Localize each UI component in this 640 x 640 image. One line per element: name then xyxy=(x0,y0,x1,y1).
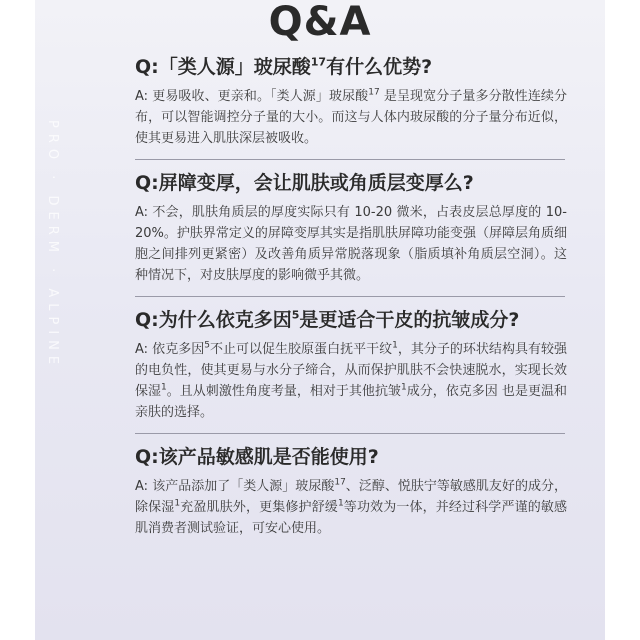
answer-text: A: 该产品添加了「类人源」玻尿酸 xyxy=(135,479,335,494)
question-text: Q:该产品敏感肌是否能使用? xyxy=(135,446,379,468)
answer-text: 充盈肌肤外，更集修护舒缓 xyxy=(180,500,338,515)
faq-question xyxy=(135,444,567,470)
answer-text: A: 更易吸收、更亲和。「类人源」玻尿酸 xyxy=(135,89,369,104)
faq-item xyxy=(135,54,567,149)
faq-item xyxy=(135,170,567,286)
footnote-marker: 1 xyxy=(400,382,407,393)
footnote-marker: 5 xyxy=(204,340,210,351)
answer-text: A: 依克多因 xyxy=(135,342,205,357)
faq-answer xyxy=(135,202,567,286)
answer-text: ，其分子的环状结构具有较强的电负性，使其更易与水分子缔合，从而保护肌肤不会快速脱水，实现长效保湿 xyxy=(135,342,567,399)
question-text: Q:为什么依克多因 xyxy=(135,309,292,331)
footnote-marker: 5 xyxy=(291,308,300,322)
faq-list xyxy=(135,54,567,539)
footnote-marker: 17 xyxy=(334,477,346,488)
question-text: 有什么优势? xyxy=(326,56,433,78)
answer-text: 。且从刺激性角度考量，相对于其他抗皱 xyxy=(166,384,401,399)
answer-text: 不止可以促生胶原蛋白抚平干纹 xyxy=(209,342,393,357)
faq-question xyxy=(135,307,567,333)
answer-text: 等功效为一体，并经过科学严谨的敏感肌消费者测试验证，可安心使用。 xyxy=(135,500,567,536)
footnote-marker: 1 xyxy=(392,340,398,351)
faq-answer xyxy=(135,339,567,423)
page-title: Q&A xyxy=(268,0,372,45)
faq-answer xyxy=(135,86,567,149)
faq-question xyxy=(135,170,567,196)
section-divider xyxy=(135,296,565,297)
answer-text: A: 不会，肌肤角质层的厚度实际只有 10-20 微米，占表皮层总厚度的 10-20%。护肤界常定义的屏障变厚其实是指肌肤屏障功能变强（屏障层角质细胞之间排列更紧密）及改善角质异常脱落现象（脂质填补角质层空洞）。这种情况下，对皮肤厚度的影响微乎其微。 xyxy=(135,205,567,283)
footnote-marker: 17 xyxy=(368,87,380,98)
faq-answer xyxy=(135,476,567,539)
section-divider xyxy=(135,433,565,434)
footnote-marker: 1 xyxy=(174,498,181,509)
section-divider xyxy=(135,159,565,160)
faq-item xyxy=(135,444,567,539)
question-text: Q:「类人源」玻尿酸 xyxy=(135,56,311,78)
answer-text: 、泛醇、悦肤宁等敏感肌友好的成分，除保湿 xyxy=(135,479,567,515)
vertical-watermark-text: PRO · DERM · ALPINE xyxy=(45,120,60,371)
question-text: 是更适合干皮的抗皱成分? xyxy=(299,309,520,331)
answer-text: 成分，依克多因 也是更温和亲肤的选择。 xyxy=(135,384,567,420)
answer-text: 是呈现宽分子量多分散性连续分布，可以智能调控分子量的大小。而这与人体内玻尿酸的分子量分布近似，使其更易进入肌肤深层被吸收。 xyxy=(135,89,567,146)
question-text: Q:屏障变厚，会让肌肤或角质层变厚么? xyxy=(135,172,474,194)
footnote-marker: 1 xyxy=(161,382,167,393)
qa-page xyxy=(35,0,605,640)
faq-item xyxy=(135,307,567,423)
faq-question xyxy=(135,54,567,80)
footnote-marker: 1 xyxy=(337,498,344,509)
footnote-marker: 17 xyxy=(310,55,327,69)
